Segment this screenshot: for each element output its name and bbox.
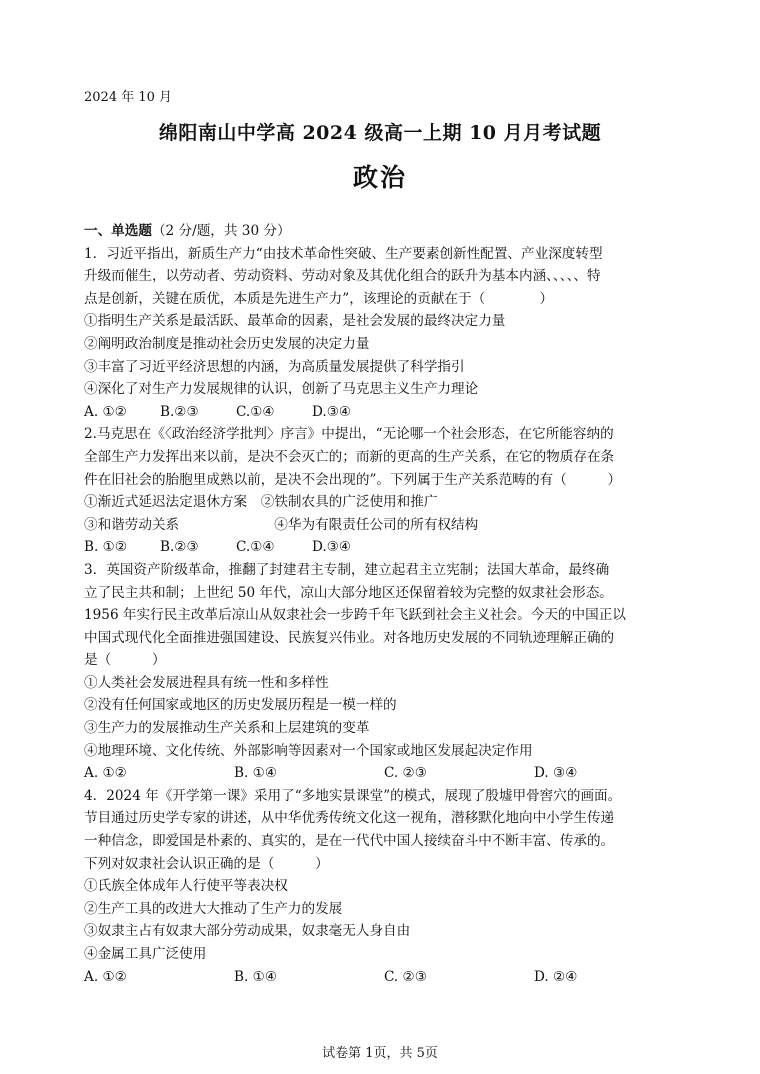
choice-statement: ③生产力的发展推动生产关系和上层建筑的变革 <box>84 720 370 737</box>
option-d: D. ②④ <box>534 968 578 985</box>
question-stem-line: 升级而催生，以劳动者、劳动资料、劳动对象及其优化组合的跃升为基本内涵、、、、、特 <box>84 268 601 285</box>
choice-statement: ③丰富了习近平经济思想的内涵，为高质量发展提供了科学指引 <box>84 358 465 375</box>
question-stem-line: 中国式现代化全面推进强国建设、民族复兴伟业。对各地历史发展的不同轨迹理解正确的 <box>84 629 615 646</box>
option-b: B.②③ <box>160 403 199 420</box>
exam-title: 绵阳南山中学高 2024 级高一上期 10 月月考试题 <box>158 122 602 144</box>
question-stem-line: 节目通过历史学专家的讲述，从中华优秀传统文化这一视角，潜移默化地向中小学生传递 <box>84 810 615 827</box>
question-stem-line: 4．2024 年《开学第一课》采用了“多地实景课堂”的模式，展现了殷墟甲骨窖穴的画面。 <box>84 787 622 804</box>
question-stem-line: 点是创新，关键在质优，本质是先进生产力”，该理论的贡献在于（ ） <box>84 290 554 307</box>
option-a: B. ①② <box>84 539 128 556</box>
option-d: D.③④ <box>312 403 352 420</box>
option-d: D. ③④ <box>534 765 578 782</box>
section-heading-note: （2 分/题，共 30 分） <box>151 223 291 239</box>
question-stem-line: 2.马克思在《〈政治经济学批判〉序言》中提出，“无论哪一个社会形态，在它所能容纳的 <box>84 426 614 443</box>
option-c: C. ②③ <box>384 968 427 985</box>
choice-statement: ①渐近式延迟法定退休方案 ②铁制农具的广泛使用和推广 <box>84 494 438 511</box>
choice-statement: ②阐明政治制度是推动社会历史发展的决定力量 <box>84 335 370 352</box>
choice-statement: ①指明生产关系是最活跃、最革命的因素，是社会发展的最终决定力量 <box>84 313 506 330</box>
option-c: C.①④ <box>236 403 275 420</box>
answer-options <box>84 536 684 559</box>
choice-statement: ③和谐劳动关系 ④华为有限责任公司的所有权结构 <box>84 516 479 533</box>
answer-options <box>84 762 684 785</box>
exam-content <box>84 220 684 988</box>
option-c: C. ②③ <box>384 765 427 782</box>
question-stem-line: 3．英国资产阶级革命，推翻了封建君主专制，建立起君主立宪制；法国大革命，最终确 <box>84 561 610 578</box>
question-4 <box>84 785 684 988</box>
choice-statement: ②没有任何国家或地区的历史发展历程是一模一样的 <box>84 697 397 714</box>
choice-statement: ②生产工具的改进大大推动了生产力的发展 <box>84 900 343 917</box>
answer-options <box>84 401 684 424</box>
choice-statement: ①氏族全体成年人行使平等表决权 <box>84 878 288 895</box>
question-stem-line: 1．习近平指出，新质生产力“由技术革命性突破、生产要素创新性配置、产业深度转型 <box>84 245 603 262</box>
question-stem-line: 全部生产力发挥出来以前，是决不会灭亡的；而新的更高的生产关系，在它的物质存在条 <box>84 448 615 465</box>
answer-options <box>84 966 684 989</box>
option-d: D.③④ <box>312 539 352 556</box>
option-b: B. ①④ <box>234 968 278 985</box>
option-a: A. ①② <box>84 403 127 420</box>
question-2 <box>84 423 684 559</box>
section-heading-label: 一、单选题 <box>84 223 152 239</box>
choice-statement: ④深化了对生产力发展规律的认识，创新了马克思主义生产力理论 <box>84 381 479 398</box>
choice-statement: ③奴隶主占有奴隶大部分劳动成果，奴隶毫无人身自由 <box>84 923 411 940</box>
choice-statement: ④地理环境、文化传统、外部影响等因素对一个国家或地区发展起决定作用 <box>84 742 533 759</box>
question-stem-line: 是（ ） <box>84 652 166 669</box>
page-footer: 试卷第 1页，共 5页 <box>322 1046 438 1061</box>
option-a: A. ①② <box>84 968 127 985</box>
choice-statement: ①人类社会发展进程具有统一性和多样性 <box>84 674 329 691</box>
question-stem-line: 一种信念，即爱国是朴素的、真实的，是在一代代中国人接续奋斗中不断丰富、传承的。 <box>84 833 615 850</box>
option-b: B. ①④ <box>234 765 278 782</box>
option-a: A. ①② <box>84 765 127 782</box>
option-c: C.①④ <box>236 539 275 556</box>
question-stem-line: 1956 年实行民主改革后凉山从奴隶社会一步跨千年飞跃到社会主义社会。今天的中国正以 <box>84 607 626 624</box>
question-1 <box>84 243 684 424</box>
question-stem-line: 件在旧社会的胎胞里成熟以前，是决不会出现的”。下列属于生产关系范畴的有（ ） <box>84 471 622 488</box>
option-b: B.②③ <box>160 539 199 556</box>
question-stem-line: 下列对奴隶社会认识正确的是（ ） <box>84 855 329 872</box>
question-stem-line: 立了民主共和制；上世纪 50 年代，凉山大部分地区还保留着较为完整的奴隶社会形态。 <box>84 584 613 601</box>
choice-statement: ④金属工具广泛使用 <box>84 946 207 962</box>
exam-subject: 政治 <box>352 163 407 192</box>
section-heading <box>84 220 684 243</box>
question-3 <box>84 559 684 785</box>
exam-date: 2024 年 10 月 <box>84 90 173 105</box>
